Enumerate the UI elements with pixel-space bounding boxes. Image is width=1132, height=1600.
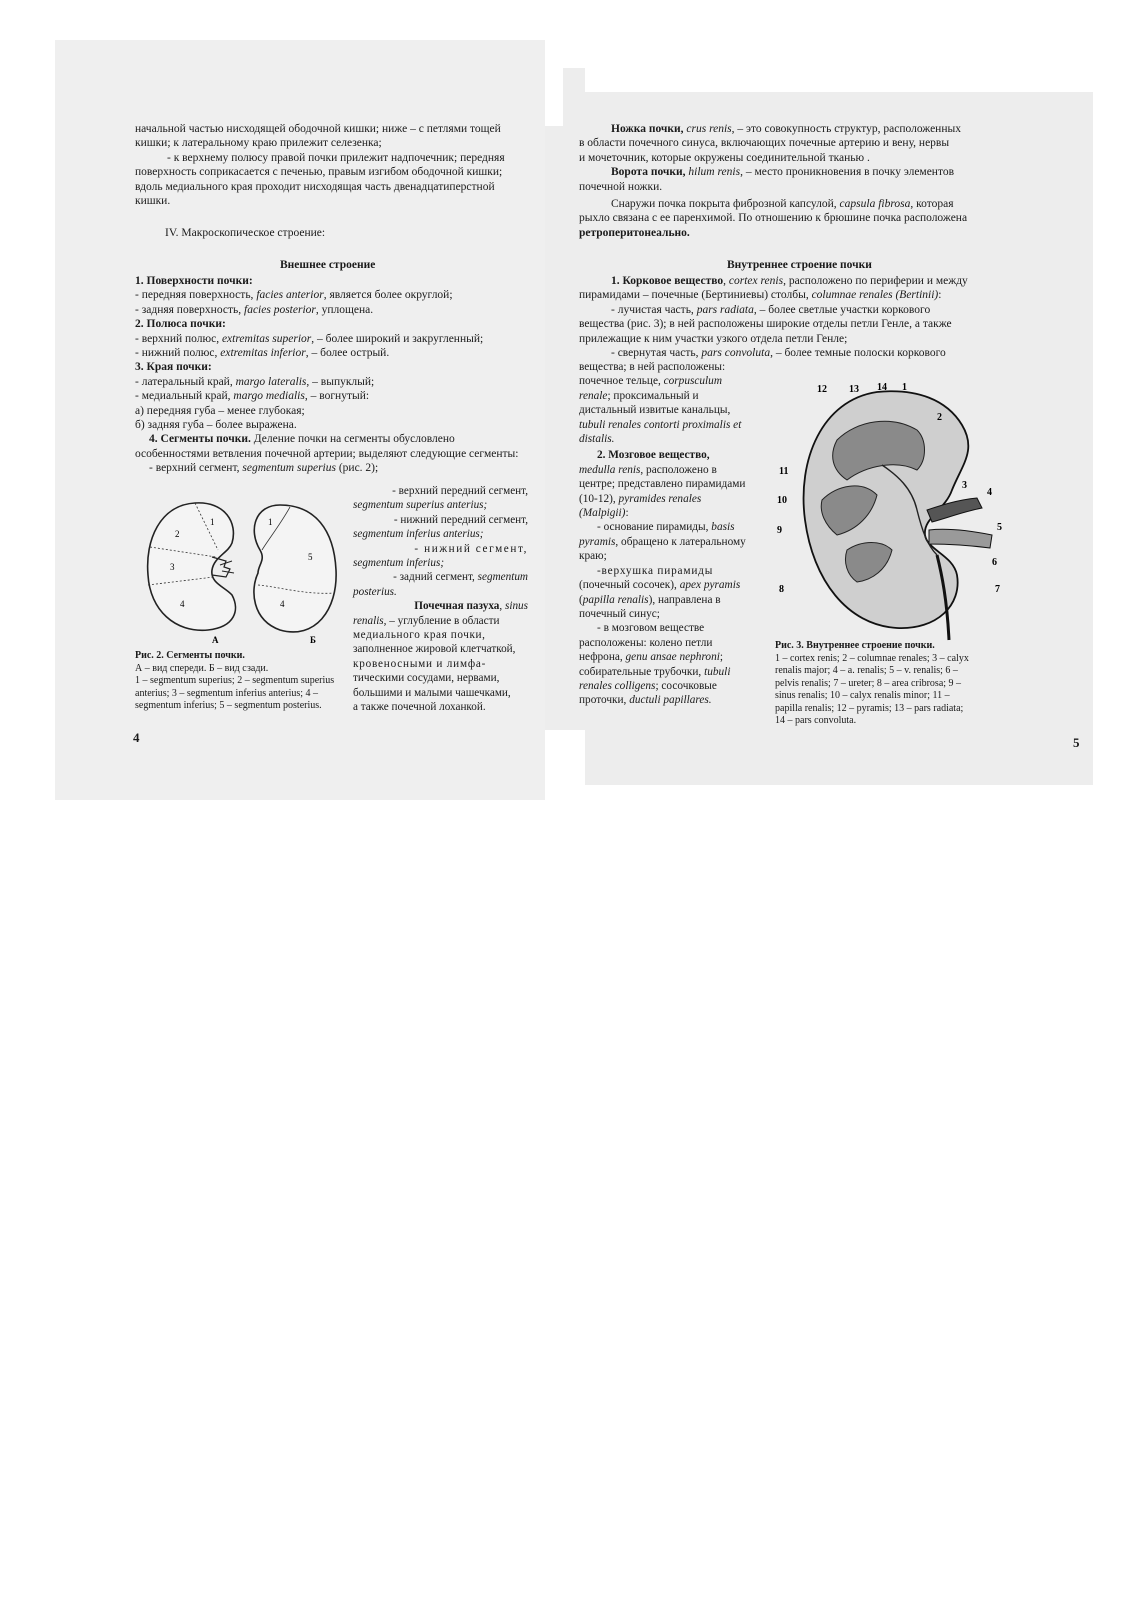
cortex-title: 1. Корковое вещество	[611, 275, 724, 287]
left-column-text	[579, 360, 773, 708]
surface-anterior	[135, 288, 535, 302]
latin-term: pars radiata	[696, 303, 754, 316]
renal-vein	[929, 529, 992, 548]
surfaces-block	[135, 274, 535, 476]
text: (10-12),	[579, 492, 616, 505]
text: - задний сегмент,	[393, 571, 475, 584]
segment-label: 2	[175, 529, 180, 539]
radiata-line	[579, 303, 1047, 317]
latin-term: cortex renis	[728, 275, 784, 287]
text: - задняя поверхность,	[135, 303, 244, 316]
view-label-b: Б	[310, 635, 316, 645]
caption-line: segmentum inferius; 5 – segmentum posterius.	[135, 700, 322, 711]
text: ; проксимальный и	[607, 389, 699, 402]
caption-line: sinus renalis; 10 – calyx renalis minor; 11 –	[775, 690, 950, 701]
page-number-right: 5	[1073, 735, 1080, 750]
caption-line: anterius; 3 – segmentum inferius anterius; 4 –	[135, 687, 319, 699]
latin-term: facies anterior	[256, 289, 324, 302]
figure-label: 3	[962, 480, 967, 491]
kidney-internal-figure	[777, 370, 1049, 645]
latin-term: margo medialis	[233, 390, 305, 403]
caption-title: Рис. 2. Сегменты почки.	[135, 650, 245, 661]
latin-term: extremitas inferior	[220, 347, 306, 360]
kidney-posterior-view	[254, 505, 336, 645]
caption-line: 1 – cortex renis; 2 – columnae renales; 3 – calyx	[775, 652, 969, 664]
text: почечное тельце,	[579, 375, 661, 388]
column-line: distalis.	[579, 433, 615, 446]
text: , – более широкий и закругленный;	[311, 332, 484, 345]
text: - верхний полюс,	[135, 332, 222, 345]
sinus-line: большими и малыми чашечками,	[353, 686, 511, 699]
figure-label: 2	[937, 412, 942, 423]
torn-edge-bottom	[585, 785, 1110, 800]
text: - лучистая часть,	[611, 303, 697, 316]
pole-inferior	[135, 346, 535, 360]
sinus-line: кровеносными и лимфа-	[353, 657, 487, 670]
text: ; сосочковые	[655, 679, 717, 692]
sinus-title-line: Почечная пазуха, sinus	[414, 600, 528, 613]
segments-list	[353, 484, 528, 715]
radiata-line: прилежащие к ним участки узкого отдела петли Генле;	[579, 332, 848, 345]
surface-posterior	[135, 303, 535, 317]
text: , – это совокупность структур, расположенных	[731, 123, 961, 135]
segment-label: 5	[308, 552, 313, 562]
text: , обращено к латеральному	[615, 535, 746, 548]
column-line: вещества; в ней расположены:	[579, 361, 726, 373]
latin-term: renales colligens	[579, 679, 656, 692]
text: , расположено по периферии и между	[783, 275, 968, 287]
medulla2-line	[579, 693, 773, 707]
text: - медиальный край,	[135, 390, 234, 403]
text: проточки,	[579, 694, 630, 707]
margin-medial	[135, 389, 535, 403]
latin-term: columnae renales (Bertinii)	[811, 289, 939, 302]
figure-label: 14	[877, 382, 887, 393]
sinus-title: Почечная пазуха	[414, 600, 500, 613]
medulla2-line	[579, 679, 773, 693]
latin-term: pyramides renales	[618, 492, 702, 505]
figure-label: 5	[997, 522, 1002, 533]
text: - передняя поверхность,	[135, 289, 257, 302]
figure-label: 11	[779, 466, 789, 477]
latin-term: capsula fibrosa	[839, 198, 911, 211]
hilum-title: Ворота почки,	[611, 166, 686, 179]
medulla2-line: нефрона, genu ansae nephroni;	[579, 651, 724, 664]
capsule-line	[579, 197, 1047, 211]
latin-term: crus renis	[686, 123, 732, 135]
latin-term: ductuli papillares.	[629, 694, 712, 707]
figure-label: 1	[902, 382, 907, 393]
text: , – место проникновения в почку элементов	[740, 166, 955, 179]
text: , которая	[910, 198, 954, 211]
caption-title: Рис. 3. Внутреннее строение почки.	[775, 640, 935, 651]
torn-edge-right	[1093, 40, 1110, 800]
text: (рис. 2);	[335, 462, 379, 475]
crus-line: и мочеточник, которые окружены соединительной тканью .	[579, 151, 870, 164]
segment-label: 1	[268, 517, 273, 527]
scanned-spread	[55, 40, 1110, 800]
internal-heading: Внутреннее строение почки	[727, 259, 872, 271]
text: , – более темные полоски коркового	[770, 347, 946, 360]
caption-line: pelvis renalis; 7 – ureter; 8 – area cribrosa; 9 –	[775, 677, 962, 689]
text: - основание пирамиды,	[597, 521, 712, 534]
capsule-line: ретроперитонеально.	[579, 226, 690, 239]
text: - свернутая часть,	[611, 347, 702, 360]
segments-intro	[135, 432, 535, 446]
intro-line: - к верхнему полюсу правой почки прилежит надпочечник; передняя	[167, 151, 505, 164]
text: , – более светлые участки коркового	[753, 303, 931, 316]
latin-term: sinus	[504, 600, 528, 613]
torn-edge-top	[585, 68, 1110, 92]
basis-line: краю;	[579, 550, 607, 563]
apex-line: почечный синус;	[579, 607, 660, 620]
latin-term: papilla renalis	[582, 593, 649, 606]
poles-title: 2. Полюса почки:	[135, 318, 226, 331]
seg-ru: - верхний передний сегмент,	[392, 485, 528, 497]
figure-label: 6	[992, 557, 997, 568]
apex-line: -верхушка пирамиды	[597, 564, 714, 577]
column-line	[579, 374, 773, 388]
text: , уплощена.	[315, 303, 374, 316]
medulla-title: 2. Мозговое вещество,	[597, 449, 710, 462]
pole-superior	[135, 332, 535, 346]
latin-term: segmentum superius	[242, 462, 336, 475]
medulla2-line	[579, 665, 773, 679]
sinus-line	[353, 614, 528, 628]
figure-label: 4	[987, 487, 992, 498]
seg-ru: - нижний передний сегмент,	[393, 513, 528, 526]
surfaces-title: 1. Поверхности почки:	[135, 275, 253, 287]
medulla2-line: расположены: колено петли	[579, 636, 713, 649]
right-page	[545, 40, 1110, 800]
caption-line: 14 – pars convoluta.	[775, 715, 857, 726]
figure-label: 10	[777, 495, 787, 506]
kidney-anterior-view	[148, 503, 236, 645]
segment-label: 1	[210, 517, 215, 527]
sinus-line: медиального края почки,	[353, 629, 486, 642]
capsule-line: рыхло связана с ее паренхимой. По отношению к брюшине почка расположена	[579, 212, 968, 225]
text: :	[938, 289, 942, 302]
text: - нижний полюс,	[135, 347, 221, 360]
apex-line	[579, 578, 773, 592]
latin-term: genu ansae nephroni	[625, 651, 720, 664]
basis-line	[579, 535, 773, 549]
medulla-line	[579, 463, 773, 477]
crus-title: Ножка почки,	[611, 123, 684, 135]
segments-title: 4. Сегменты почки.	[149, 433, 251, 446]
latin-term: basis	[711, 521, 735, 534]
intro-line: вдоль медиального края проходит нисходящая часть двенадцатиперстной	[135, 180, 495, 193]
latin-term: margo lateralis	[235, 375, 307, 388]
text: нефрона,	[579, 651, 626, 664]
figure-label: 9	[777, 525, 782, 536]
crus-line	[579, 122, 1047, 136]
medulla-line	[579, 448, 773, 462]
caption-line: papilla renalis; 12 – pyramis; 13 – pars radiata;	[775, 702, 964, 714]
latin-term: pars convoluta	[701, 347, 771, 360]
page-number-left: 4	[133, 730, 140, 745]
apex-line: (papilla renalis), направлена в	[579, 593, 721, 606]
latin-term: renale	[579, 389, 608, 402]
latin-term: hilum renis	[688, 166, 741, 179]
segment-superior	[135, 461, 535, 475]
hilum-line	[579, 165, 1047, 179]
section-heading: IV. Макроскопическое строение:	[165, 227, 326, 239]
column-line	[579, 389, 773, 403]
lip-a: а) передняя губа – менее глубокая;	[135, 404, 305, 417]
text: (почечный сосочек),	[579, 579, 680, 592]
text: , расположено в	[640, 463, 717, 476]
latin-term: tubuli	[704, 665, 731, 678]
latin-term: apex pyramis	[679, 579, 741, 592]
figure-3-caption	[775, 640, 1050, 728]
sinus-line: а также почечной лоханкой.	[353, 701, 486, 714]
caption-line: 1 – segmentum superius; 2 – segmentum superius	[135, 675, 335, 686]
intro-line: кишки.	[135, 195, 171, 208]
figure-label: 7	[995, 584, 1000, 595]
text: , – более острый.	[305, 347, 390, 360]
cortex-line: 1. Корковое вещество, cortex renis, расположено по периферии и между	[611, 275, 968, 287]
text: Снаружи почка покрыта фиброзной капсулой,	[611, 198, 840, 211]
radiata-line: вещества (рис. 3); в ней расположены широкие отделы петли Генле, а также	[579, 318, 952, 331]
margins-title: 3. Края почки:	[135, 361, 212, 374]
torn-edge-top	[545, 40, 1110, 68]
convoluta-line	[579, 346, 1047, 360]
seg-la: segmentum inferius;	[353, 557, 445, 570]
column-line: tubuli renales contorti proximalis et	[579, 418, 742, 431]
sinus-line: заполненное жировой клетчаткой,	[353, 643, 516, 656]
seg-la: posterius.	[353, 585, 397, 598]
intro-line: поверхность соприкасается с печенью, правым изгибом ободочной кишки;	[135, 166, 503, 179]
text: – углубление в области	[386, 614, 500, 627]
crus-hilum-block	[579, 122, 1047, 240]
segments-line: особенностями ветвления почечной артерии; выделяют следующие сегменты:	[135, 447, 519, 460]
latin-term: segmentum	[477, 571, 528, 584]
hilum-line: почечной ножки.	[579, 180, 663, 193]
column-line: дистальный извитые канальцы,	[579, 404, 731, 417]
latin-term: renalis,	[353, 614, 387, 627]
intro-paragraph	[135, 122, 530, 208]
medulla-line: центре; представлено пирамидами	[579, 478, 746, 491]
text: , является более округлой;	[323, 289, 453, 302]
figure-label: 13	[849, 384, 859, 395]
text: ), направлена в	[648, 593, 721, 606]
seg-ru	[353, 570, 528, 584]
text: собирательные трубочки,	[579, 665, 705, 678]
text: пирамидами – почечные (Бертиниевы) столбы,	[579, 289, 812, 302]
text: :	[625, 507, 629, 520]
latin-term: (Malpigii)	[579, 507, 626, 520]
caption-line: А – вид спереди. Б – вид сзади.	[135, 662, 269, 674]
text: - латеральный край,	[135, 375, 236, 388]
text: - верхний сегмент,	[149, 462, 243, 475]
text: , – вогнутый:	[304, 390, 370, 403]
cortex-line	[579, 288, 1047, 302]
seg-la: segmentum superius anterius;	[353, 499, 488, 512]
latin-term: pyramis	[579, 535, 616, 548]
medulla-line	[579, 506, 773, 520]
sinus-line: тическими сосудами, нервами,	[353, 672, 500, 685]
intro-line: кишки; к латеральному краю прилежит селезенка;	[135, 137, 382, 150]
basis-line	[579, 520, 773, 534]
latin-term: corpusculum	[663, 375, 722, 388]
cortex-block	[579, 274, 1047, 360]
margin-lateral	[135, 375, 535, 389]
text: Деление почки на сегменты обусловлено	[250, 433, 455, 446]
figure-label: 8	[779, 584, 784, 595]
intro-line: начальной частью нисходящей ободочной кишки; ниже – с петлями тощей	[135, 123, 501, 135]
subheading-external: Внешнее строение	[280, 259, 376, 271]
text: , – выпуклый;	[306, 375, 375, 388]
caption-line: renalis major; 4 – a. renalis; 5 – v. renalis; 6 –	[775, 665, 958, 676]
torn-edge-left	[545, 68, 563, 126]
crus-line: в области почечного синуса, включающих почечные артерию и вену, нервы	[579, 137, 950, 150]
segment-label: 4	[280, 599, 285, 609]
torn-edge-bottom	[545, 730, 585, 800]
kidney-segments-figure	[140, 495, 350, 645]
medulla2-line: - в мозговом веществе	[597, 622, 705, 635]
figure-2-caption	[135, 650, 350, 713]
segment-label: 4	[180, 599, 185, 609]
left-page	[55, 40, 547, 800]
view-label-a: А	[212, 635, 219, 645]
figure-label: 12	[817, 384, 827, 395]
seg-ru: - нижний сегмент,	[414, 542, 528, 555]
segment-label: 3	[170, 562, 175, 572]
latin-term: medulla renis	[579, 463, 641, 476]
latin-term: facies posterior	[244, 303, 316, 316]
medulla-line	[579, 492, 773, 506]
lip-b: б) задняя губа – более выражена.	[135, 419, 297, 432]
seg-la: segmentum inferius anterius;	[353, 528, 484, 541]
latin-term: extremitas superior	[221, 332, 312, 345]
